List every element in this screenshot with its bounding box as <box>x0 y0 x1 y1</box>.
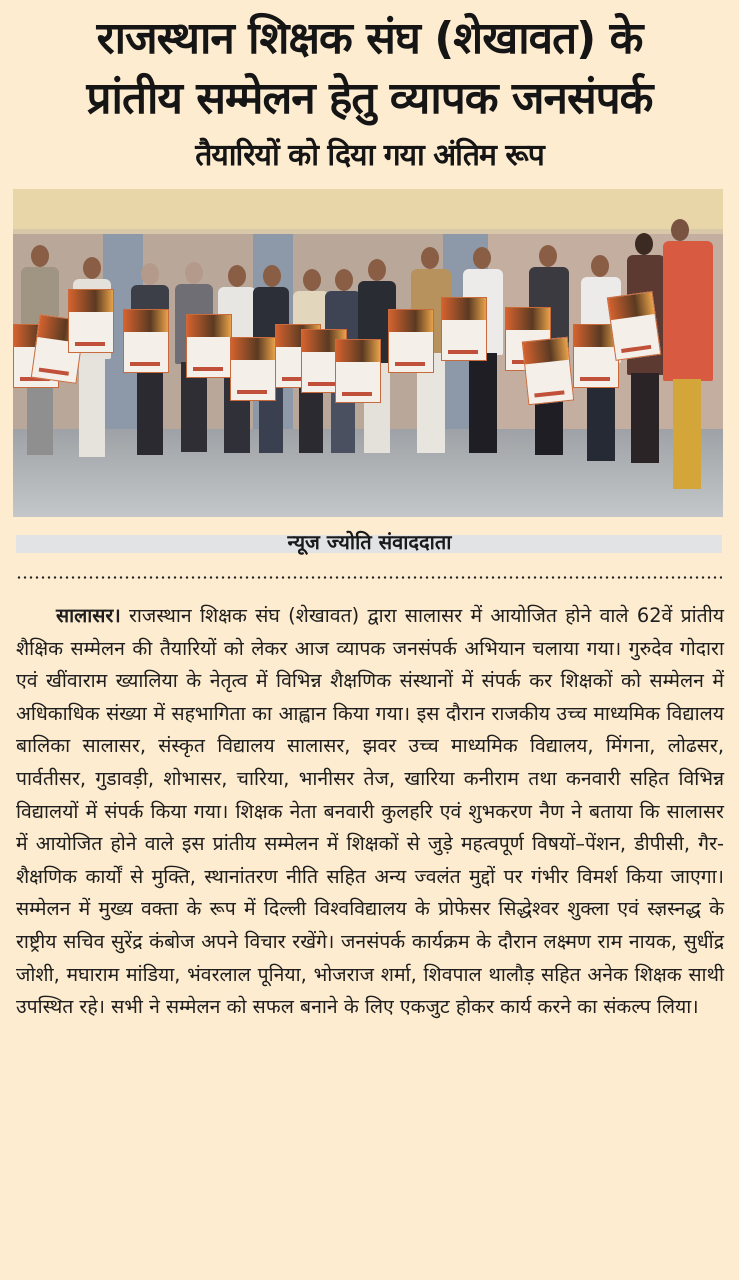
poster <box>186 314 232 378</box>
poster <box>441 297 487 361</box>
poster <box>388 309 434 373</box>
headline-line-2: प्रांतीय सम्मेलन हेतु व्यापक जनसंपर्क <box>86 73 653 124</box>
poster <box>123 309 169 373</box>
article-body <box>16 600 724 1024</box>
poster <box>522 337 574 405</box>
news-photo <box>13 189 723 517</box>
poster <box>68 289 114 353</box>
body-text: राजस्थान शिक्षक संघ (शेखावत) द्वारा सालासर में आयोजित होने वाले 62वें प्रांतीय शैक्षिक सम्मेलन की तैयारियों को लेकर आज व्यापक जनसंपर्क अभियान चलाया गया। गुरुदेव गोदारा एवं खींवाराम ख्यालिया के नेतृत्व में विभिन्न शैक्षणिक संस्थानों में संपर्क कर शिक्षकों को सम्मेलन में अधिकाधिक संख्या में सहभागिता का आह्वान किया गया। इस दौरान राजकीय उच्च माध्यमिक विद्यालय बालिका सालासर, संस्कृत विद्यालय सालासर, झवर उच्च माध्यमिक विद्यालय, मिंगना, लोढसर, पार्वतीसर, गुडावड़ी, शोभासर, चारिया, भानीसर तेज, खारिया कनीराम तथा कनवारी सहित विभिन्न विद्यालयों में संपर्क किया गया। शिक्षक नेता बनवारी कुलहरि एवं शुभकरण नैण ने बताया कि सालासर में आयोजित होने वाले इस प्रांतीय सम्मेलन में शिक्षकों से जुड़े महत्वपूर्ण विषयों–पेंशन, डीपीसी, गैर-शैक्षणिक कार्यों से मुक्ति, स्थानांतरण नीति सहित अन्य ज्वलंत मुद्दों पर गंभीर विमर्श किया जाएगा। सम्मेलन में मुख्य वक्ता के रूप में दिल्ली विश्वविद्यालय के प्रोफेसर सिद्धेश्वर शुक्ला एवं स्ज्ञस्नद्ध के राष्ट्रीय सचिव सुरेंद्र कंबोज अपने विचार रखेंगे। जनसंपर्क कार्यक्रम के दौरान लक्ष्मण राम नायक, सुधींद्र जोशी, मघाराम मांडिया, भंवरलाल पूनिया, भोजराज शर्मा, शिवपाल थालौड़ सहित अनेक शिक्षक साथी उपस्थित रहे। सभी ने सम्मेलन को सफल बनाने के लिए एकजुट होकर कार्य करने का संकल्प लिया। <box>16 604 724 1019</box>
subheadline: तैयारियों को दिया गया अंतिम रूप <box>195 138 544 173</box>
poster <box>607 291 661 361</box>
byline: न्यूज ज्योति संवाददाता <box>287 530 452 554</box>
photo-wall-top <box>13 189 723 229</box>
poster <box>335 339 381 403</box>
dateline: सालासर। <box>56 604 121 627</box>
poster <box>230 337 276 401</box>
dotted-divider <box>16 576 722 579</box>
headline-line-1: राजस्थान शिक्षक संघ (शेखावत) के <box>96 13 643 64</box>
